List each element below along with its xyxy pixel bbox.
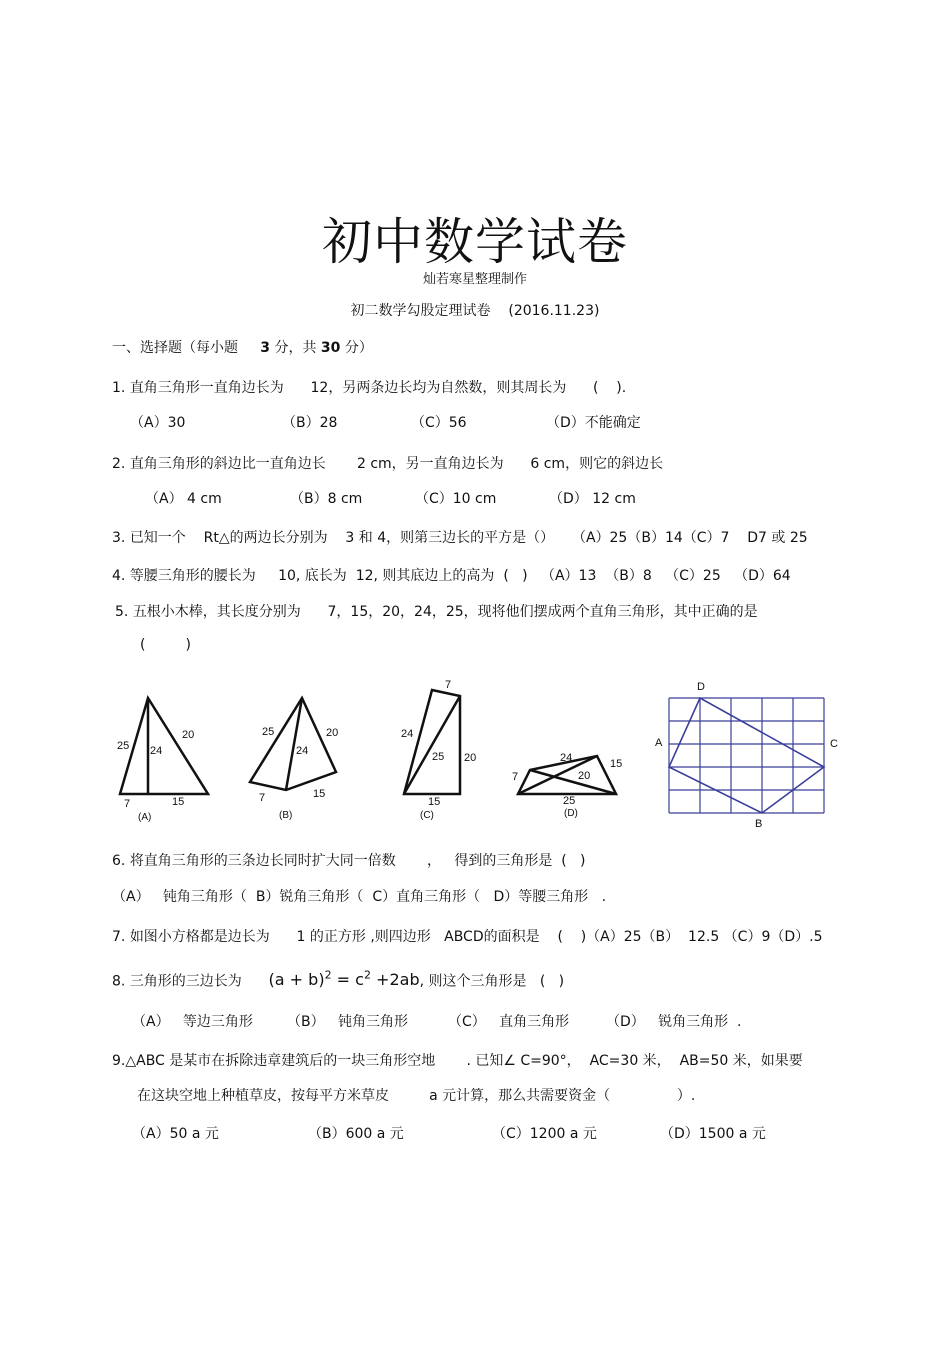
grid-label-d: D xyxy=(697,681,705,693)
q8-number: 8. xyxy=(112,973,126,990)
q1-option-a: （A）30 xyxy=(130,415,186,431)
figure-d-label-1: 24 xyxy=(560,752,573,764)
figure-a xyxy=(120,698,208,794)
figure-a-label-4: 7 xyxy=(124,798,131,810)
q4-option-d: （D）64 xyxy=(734,568,791,584)
q5-number: 5. xyxy=(115,604,129,620)
q4-text-2: 10, 底长为 12, 则其底边上的高为 xyxy=(278,568,495,584)
question-8 xyxy=(112,969,564,990)
q3-number: 3. xyxy=(112,530,126,546)
q8-text: 三角形的三边长为 xyxy=(129,973,242,990)
q1-option-b: （B）28 xyxy=(282,415,338,431)
formula-plus-2: + xyxy=(376,970,390,990)
figure-c-label-2: 24 xyxy=(401,728,414,740)
exam-title xyxy=(0,300,950,320)
figure-c-label-5: 15 xyxy=(428,796,441,808)
q1-option-c: （C）56 xyxy=(411,415,467,431)
q8-text-2: , 则这个三角形是 ( ) xyxy=(419,973,565,990)
q2-option-b: （B）8 cm xyxy=(290,491,363,507)
q3-options: （A）25（B）14（C）7 xyxy=(571,530,730,546)
figures-area xyxy=(0,670,950,835)
question-3 xyxy=(112,527,808,547)
q9-line-2 xyxy=(137,1085,695,1105)
figure-d-caption: (D) xyxy=(564,808,578,819)
q4-option-c: （C）25 xyxy=(665,568,721,584)
q5-text: 五根小木棒，其长度分别为 xyxy=(132,604,301,620)
figure-c-label-1: 7 xyxy=(445,679,452,691)
grid-label-b: B xyxy=(755,818,763,830)
exam-name: 初二数学勾股定理试卷 xyxy=(350,303,491,319)
q3-option-d: D7 或 25 xyxy=(747,530,808,546)
q7-options: ( )（A）25（B） 12.5 （C）9（D）.5 xyxy=(557,929,823,945)
quadrilateral-abcd xyxy=(669,698,824,813)
q2-option-a: （A） 4 cm xyxy=(145,491,222,507)
question-6 xyxy=(112,850,586,870)
q8-option-b: （B） 钝角三角形 xyxy=(287,1014,408,1030)
q9-number: 9. xyxy=(112,1053,126,1069)
q1-text: 直角三角形一直角边长为 xyxy=(129,380,284,396)
figure-a-label-1: 25 xyxy=(117,740,130,752)
figure-c-diagonal xyxy=(404,696,460,794)
q2-number: 2. xyxy=(112,456,126,472)
question-2 xyxy=(112,453,663,473)
q6-text: 将直角三角形的三条边长同时扩大同一倍数 xyxy=(129,853,396,869)
q9-text-2: . 已知∠ C=90°， AC=30 米， AB=50 米，如果要 xyxy=(466,1053,803,1069)
formula-equals: = c xyxy=(336,970,364,990)
page-title: 初中数学试卷 xyxy=(322,213,628,271)
figure-a-caption: (A) xyxy=(138,812,152,823)
q1-blank: ( ). xyxy=(593,380,627,396)
q4-blank: ( ) xyxy=(503,568,528,584)
formula-exponent-2: 2 xyxy=(363,969,371,982)
q9-option-b: （B）600 a 元 xyxy=(308,1126,404,1142)
question-1 xyxy=(112,377,626,397)
figure-b-label-2: 20 xyxy=(326,727,339,739)
figure-b-label-3: 24 xyxy=(296,745,309,757)
figure-b-label-1: 25 xyxy=(262,726,275,738)
q5-text-2: 7，15，20，24，25，现将他们摆成两个直角三角形，其中正确的是 xyxy=(327,604,758,620)
q5-blank: ( ) xyxy=(140,637,191,653)
q3-text-3: 3 和 4，则第三边长的平方是（） xyxy=(345,530,555,546)
q8-formula xyxy=(269,970,420,989)
figure-b-label-4: 7 xyxy=(259,792,266,804)
question-7 xyxy=(112,926,823,946)
q1-text-2: 12，另两条边长均为自然数，则其周长为 xyxy=(310,380,567,396)
formula-a: (a xyxy=(268,970,285,990)
grid-label-a: A xyxy=(655,737,663,749)
grid-label-c: C xyxy=(830,738,838,750)
q9-option-a: （A）50 a 元 xyxy=(132,1126,219,1142)
question-5 xyxy=(115,601,758,621)
figure-c xyxy=(404,690,460,794)
q1-option-d: （D）不能确定 xyxy=(546,415,641,431)
figure-c-caption: (C) xyxy=(420,810,434,821)
figure-c-label-4: 20 xyxy=(464,752,477,764)
q2-text: 直角三角形的斜边比一直角边长 xyxy=(129,456,326,472)
question-4 xyxy=(112,565,791,585)
figure-d-label-2: 15 xyxy=(610,758,623,770)
figure-d-label-4: 20 xyxy=(578,770,591,782)
page-subtitle: 灿若寒星整理制作 xyxy=(422,272,527,287)
q9-line2-text: 在这块空地上种植草皮，按每平方米草皮 xyxy=(137,1088,389,1104)
figure-b-label-5: 15 xyxy=(313,788,326,800)
q4-number: 4. xyxy=(112,568,126,584)
figure-d-label-3: 7 xyxy=(512,771,519,783)
q3-text-2: Rt△的两边长分别为 xyxy=(203,530,328,546)
q8-option-c: （C） 直角三角形 xyxy=(448,1014,570,1030)
q9-option-d: （D）1500 a 元 xyxy=(660,1126,766,1142)
section-mid: 分，共 xyxy=(274,340,317,356)
question-9 xyxy=(112,1050,803,1070)
q2-option-c: （C）10 cm xyxy=(415,491,497,507)
figure-a-triangle xyxy=(120,698,208,794)
q9-text: △ABC 是某市在拆除违章建筑后的一块三角形空地 xyxy=(125,1053,436,1069)
figure-a-label-5: 15 xyxy=(172,796,185,808)
grid-figure xyxy=(669,698,824,813)
section-heading xyxy=(112,337,373,357)
q2-text-2: 2 cm，另一直角边长为 xyxy=(356,456,504,472)
section-prefix: 一、选择题（每小题 xyxy=(112,340,238,356)
figure-b xyxy=(250,698,339,790)
q6-text-2: ， 得到的三角形是 ( ) xyxy=(426,853,586,869)
q6-number: 6. xyxy=(112,853,126,869)
q8-option-d: （D） 锐角三角形 . xyxy=(606,1014,742,1030)
q9-option-c: （C）1200 a 元 xyxy=(492,1126,597,1142)
section-points: 3 xyxy=(260,340,271,356)
section-total: 30 xyxy=(320,340,341,356)
q7-text: 如图小方格都是边长为 xyxy=(129,929,270,945)
formula-plus: + xyxy=(289,970,304,990)
q4-option-a: （A）13 xyxy=(540,568,597,584)
figure-a-label-2: 24 xyxy=(150,745,163,757)
section-suffix: 分） xyxy=(344,340,373,356)
q4-text: 等腰三角形的腰长为 xyxy=(129,568,256,584)
figure-a-label-3: 20 xyxy=(182,729,195,741)
q6-options: （A） 钝角三角形（ B）锐角三角形（ C）直角三角形（ D）等腰三角形 . xyxy=(112,889,607,905)
q3-text: 已知一个 xyxy=(129,530,186,546)
q9-line2-text-2: a 元计算，那么共需要资金（ ）. xyxy=(429,1088,696,1104)
q1-number: 1. xyxy=(112,380,126,396)
q2-text-3: 6 cm，则它的斜边长 xyxy=(530,456,664,472)
q7-text-2: 1 的正方形 ,则四边形 ABCD的面积是 xyxy=(296,929,540,945)
exam-date: (2016.11.23) xyxy=(508,303,600,319)
formula-exponent: 2 xyxy=(324,969,332,982)
formula-2ab: 2ab xyxy=(389,970,420,990)
figure-d-label-5: 25 xyxy=(563,795,576,807)
q7-number: 7. xyxy=(112,929,126,945)
q8-option-a: （A） 等边三角形 xyxy=(132,1014,253,1030)
figure-c-label-3: 25 xyxy=(432,751,445,763)
q2-option-d: （D） 12 cm xyxy=(549,491,636,507)
q4-option-b: （B）8 xyxy=(605,568,652,584)
figure-b-caption: (B) xyxy=(279,810,293,821)
formula-b: b) xyxy=(308,970,325,990)
